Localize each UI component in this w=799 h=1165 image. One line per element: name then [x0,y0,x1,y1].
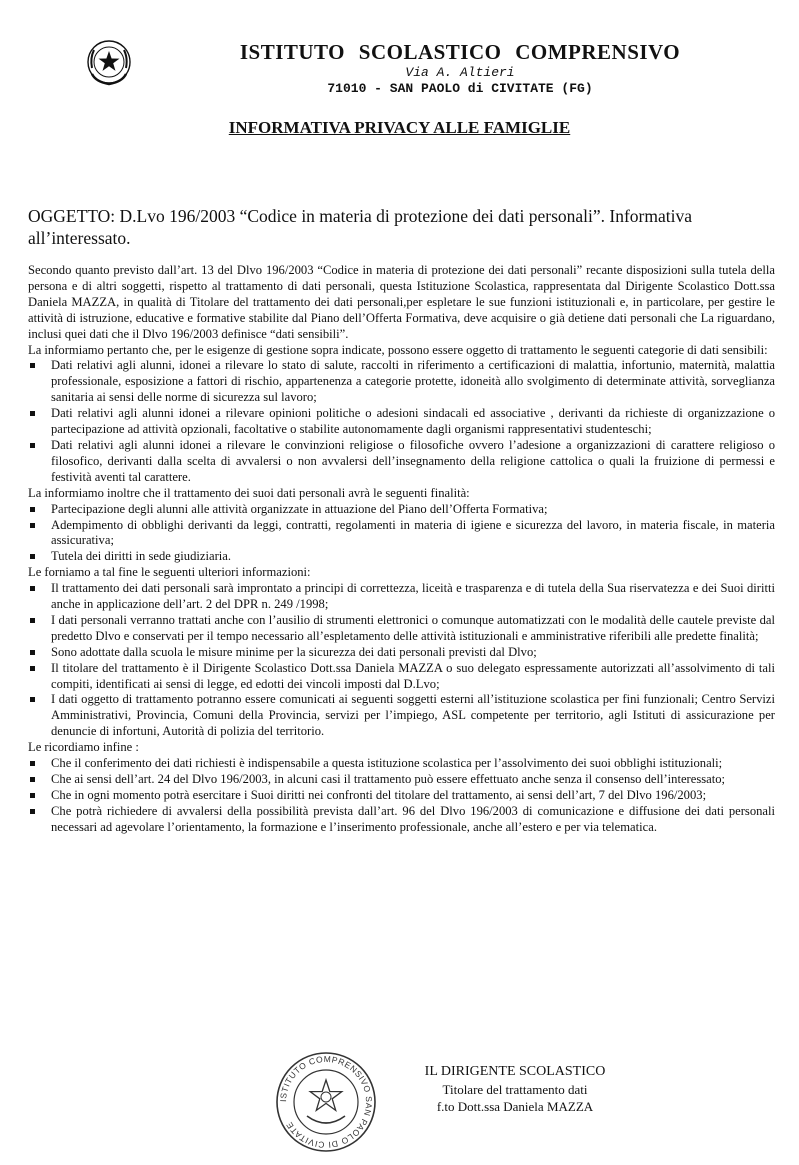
bullet-list [28,756,775,836]
school-city: 71010 - SAN PAOLO di CIVITATE (FG) [327,81,593,96]
bullet-list [28,358,775,485]
list-item: Che in ogni momento potrà esercitare i Suoi diritti nei confronti del titolare del trattamento, ai sensi dell’art, 7 del Dlvo 196/2003; [28,788,775,804]
school-address: Via A. Altieri [405,65,515,80]
page-title: INFORMATIVA PRIVACY ALLE FAMIGLIE [228,118,571,137]
list-item: Partecipazione degli alunni alle attività organizzate in attuazione del Piano dell’Offerta Formativa; [28,502,775,518]
school-name: ISTITUTO SCOLASTICO COMPRENSIVO [239,40,681,64]
list-item: Dati relativi agli alunni, idonei a rilevare lo stato di salute, raccolti in riferimento a certificazioni di malattia, infortunio, maternità, malattia professionale, esposizione a fattori di rischio, appartenenza a categorie protette, idoneità allo svolgimento di determinate attività, sorveglianza sanitaria ai sensi delle norme di sicurezza sul lavoro; [28,358,775,406]
list-item: Il titolare del trattamento è il Dirigente Scolastico Dott.ssa Daniela MAZZA o suo delegato espressamente autorizzati all’assolvimento di tali compiti, identificati ai sensi di legge, ed edotti dei vincoli imposti dal D.Lvo; [28,661,775,693]
list-item: Che ai sensi dell’art. 24 del Dlvo 196/2003, in alcuni casi il trattamento può essere effettuato anche senza il consenso dell’interessato; [28,772,775,788]
list-item: Che potrà richiedere di avvalersi della possibilità prevista dall’art. 96 del Dlvo 196/2003 di comunicazione e diffusione dei dati personali necessari ad agevolare l’orientamento, la formazione e l’inserimento professionale, anche all’estero e per via telematica. [28,804,775,836]
list-item: Tutela dei diritti in sede giudiziaria. [28,549,775,565]
section-heading: La informiamo inoltre che il trattamento dei suoi dati personali avrà le seguenti finalità: [28,485,470,500]
list-item: Il trattamento dei dati personali sarà improntato a principi di correttezza, liceità e trasparenza e di tutela della Sua riservatezza e dei Suoi diritti anche in applicazione dell’art. 2 del DPR n. 249 /1998; [28,581,775,613]
signature-name: f.to Dott.ssa Daniela MAZZA [436,1099,594,1114]
section-heading: Le forniamo a tal fine le seguenti ulteriori informazioni: [28,565,311,580]
stamp-text: ISTITUTO COMPRENSIVO SAN PAOLO DI CIVITATE [277,1053,375,1151]
bullet-list [28,502,775,566]
section-heading: Le ricordiamo infine : [28,740,139,755]
school-stamp-icon [274,1050,378,1154]
list-item: Che il conferimento dei dati richiesti è indispensabile a questa istituzione scolastica per l’assolvimento dei suoi obblighi istituzionali; [28,756,775,772]
list-item: Sono adottate dalla scuola le misure minime per la sicurezza dei dati personali previsti dal Dlvo; [28,645,775,661]
section-heading: La informiamo pertanto che, per le esigenze di gestione sopra indicate, possono essere oggetto di trattamento le seguenti categorie di dati sensibili: [28,342,768,357]
list-item: Dati relativi agli alunni idonei a rilevare opinioni politiche o adesioni sindacali ed associative , derivanti da richieste di organizzazione o partecipazione ad attività opzionali, facoltative o stabilite autonomamente dagli organismi rappresentativi studenteschi; [28,406,775,438]
list-item: Dati relativi agli alunni idonei a rilevare le convinzioni religiose o filosofiche ovvero l’adesione a organizzazioni di carattere religioso o filosofico, derivanti dalla scelta di avvalersi o non avvalersi dell’insegnamento della religione cattolica o quali la fruizione di permessi e festività aventi tal carattere. [28,438,775,486]
list-item: I dati personali verranno trattati anche con l’ausilio di strumenti elettronici o comunque automatizzati con le modalità delle cautele previste dal predetto Dlvo e conservati per il tempo necessario all’espletamento delle attività istituzionali e amministrative riferibili alle predette finalità; [28,613,775,645]
list-item: Adempimento di obblighi derivanti da leggi, contratti, regolamenti in materia di igiene e sicurezza del lavoro, in materia fiscale, in materia assicurativa; [28,518,775,550]
signature-role: IL DIRIGENTE SCOLASTICO [424,1064,606,1079]
document-body [28,263,775,836]
italian-republic-emblem-icon [84,38,134,88]
subject-line: OGGETTO: D.Lvo 196/2003 “Codice in materia di protezione dei dati personali”. Informativa all’interessato. [28,206,693,248]
intro-paragraph: Secondo quanto previsto dall’art. 13 del Dlvo 196/2003 “Codice in materia di protezione dei dati personali” recante disposizioni sulla tutela della persona e di altri soggetti, rispetto al trattamento di dati personali, questa Istituzione Scolastica, rappresentata dal Dirigente Scolastico Dott.ssa Daniela MAZZA, in qualità di Titolare del trattamento dei dati personali,per espletare le sue funzioni istituzionali e, in particolare, per gestire le attività di istruzione, educative e formative stabilite dal Piano dell’Offerta Formativa, deve acquisire o già detiene dati personali che La riguardano, inclusi quei dati che il Dlvo 196/2003 definisce “dati sensibili”. [28,263,775,341]
bullet-list [28,581,775,740]
signature-holder: Titolare del trattamento dati [442,1082,588,1097]
list-item: I dati oggetto di trattamento potranno essere comunicati ai seguenti soggetti esterni all’istituzione scolastica per fini funzionali; Centro Servizi Amministrativi, Provincia, Comuni della Provincia, servizi per l’impiego, ASL competente per territorio, agli Istituti di assicurazione per denuncie di infortuni, Autorità di polizia del territorio. [28,692,775,740]
